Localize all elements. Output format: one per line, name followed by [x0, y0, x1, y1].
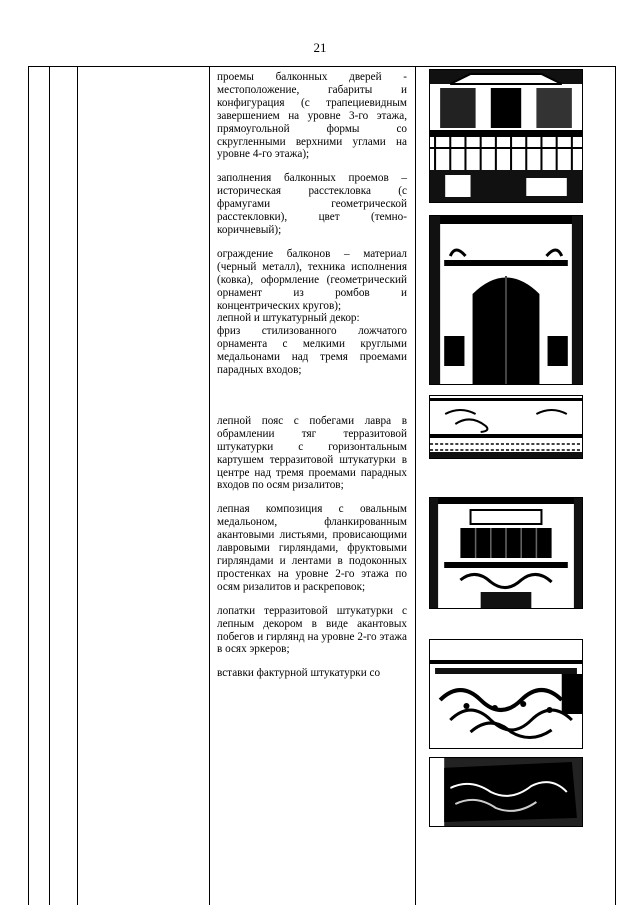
- column-divider-1: [49, 67, 50, 905]
- entry-frieze: фриз стилизованного ложчатого орнамента с мелкими круглыми медальонами над тремя проемами парадных входов;: [217, 325, 407, 377]
- entry-balcony-railings: ограждение балконов – материал (черный металл), техника исполнения (ковка), оформление (геометрический орнамент из ромбов и концентрических кругов);: [217, 247, 407, 312]
- frieze-photo: [429, 395, 583, 459]
- entry-laurel-belt: лепной пояс с побегами лавра в обрамлении тяг терразитовой штукатурки с горизонтальным картушем терразитовой штукатурки в центре над тремя проемами парадных входов по осям ризалитов;: [217, 414, 407, 492]
- entrance-door-photo: [429, 215, 583, 385]
- pilaster-decor-photo: [429, 757, 583, 827]
- entry-balcony-door-openings: проемы балконных дверей - местоположение, габариты и конфигурация (с трапециевидным завершением на уровне 3-го этажа, прямоугольной формы со скругленными верхними углами на уровне 4-го этажа);: [217, 71, 407, 161]
- entry-balcony-fillings: заполнения балконных проемов – историческая расстекловка (с фрамугами геометрической расстекловки), цвет (темно-коричневый);: [217, 172, 407, 236]
- entry-decor-heading: лепной и штукатурный декор:: [217, 312, 360, 325]
- balcony-doors-photo: [429, 69, 583, 203]
- description-column: [217, 71, 407, 680]
- entry-pilasters: лопатки терразитовой штукатурки с лепным декором в виде акантовых побегов и гирлянд на уровне 2-го этажа в осях эркеров;: [217, 604, 407, 656]
- garland-composition-photo: [429, 639, 583, 749]
- entry-medallion-composition: лепная композиция с овальным медальоном, фланкированным акантовыми листьями, провисающими лавровыми гирляндами, фруктовыми гирляндами и лентами в подоконных простенках на уровне 2-го этажа по осям ризалитов и раскреповок;: [217, 503, 407, 593]
- page-number: 21: [313, 40, 327, 55]
- laurel-belt-photo: [429, 497, 583, 609]
- column-divider-4: [415, 67, 416, 905]
- document-table: [28, 66, 616, 905]
- column-divider-3: [209, 67, 210, 905]
- column-divider-2: [77, 67, 78, 905]
- entry-textured-inserts: вставки фактурной штукатурки со: [217, 667, 381, 680]
